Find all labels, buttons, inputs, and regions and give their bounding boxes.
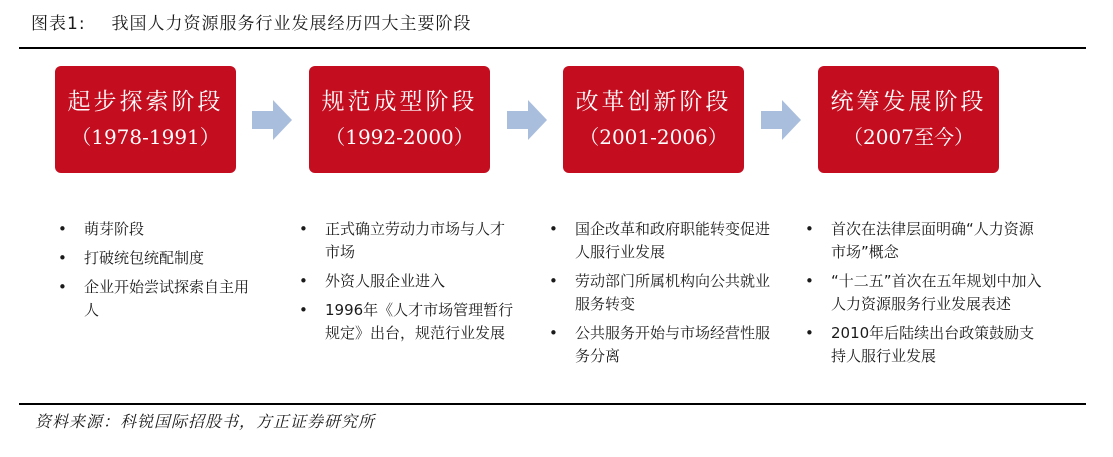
bullet-icon: • (549, 220, 558, 238)
list-item: • 国企改革和政府职能转变促进人服行业发展 (549, 220, 771, 261)
stage-name: 改革创新阶段 (575, 89, 732, 115)
list-item: • 2010年后陆续出台政策鼓励支持人服行业发展 (805, 324, 1035, 365)
bullet-icon: • (805, 324, 814, 342)
stage-1-points (58, 218, 263, 328)
stage-period: （1978-1991） (71, 125, 220, 149)
bottom-rule (19, 403, 1086, 405)
stage-period: （2007至今） (843, 125, 974, 149)
stage-4-points (805, 218, 1045, 374)
list-item: • 正式确立劳动力市场与人才市场 (299, 220, 506, 261)
bullet-icon: • (299, 301, 308, 319)
figure-title (31, 9, 472, 34)
list-item: • 企业开始尝试探索自主用人 (58, 278, 250, 319)
right-arrow-icon (507, 100, 547, 140)
source-note: 资料来源：科锐国际招股书，方正证券研究所 (35, 412, 376, 431)
figure-title-text: 我国人力资源服务行业发展经历四大主要阶段 (111, 14, 472, 34)
stage-name: 统筹发展阶段 (830, 89, 987, 115)
figure-label: 图表1: (31, 14, 86, 34)
bullet-icon: • (549, 272, 558, 290)
list-item: • 劳动部门所属机构向公共就业服务转变 (549, 272, 771, 313)
stage-name: 规范成型阶段 (321, 89, 478, 115)
stage-box-2 (309, 66, 490, 173)
list-item: • “十二五”首次在五年规划中加入人力资源服务行业发展表述 (805, 272, 1042, 313)
bullet-icon: • (58, 278, 67, 296)
stage-period: （2001-2006） (579, 125, 728, 149)
stage-box-3 (563, 66, 744, 173)
stage-period: （1992-2000） (325, 125, 474, 149)
stage-box-1 (55, 66, 236, 173)
bullet-icon: • (805, 220, 814, 238)
stage-3-points (549, 218, 779, 374)
list-item: • 1996年《人才市场管理暂行规定》出台，规范行业发展 (299, 301, 514, 342)
list-item: • 公共服务开始与市场经营性服务分离 (549, 324, 771, 365)
stage-name: 起步探索阶段 (67, 89, 224, 115)
list-item: • 首次在法律层面明确“人力资源市场”概念 (805, 220, 1034, 261)
stage-box-4 (818, 66, 999, 173)
list-item: • 萌芽阶段 (58, 218, 263, 241)
top-rule (19, 47, 1086, 49)
bullet-icon: • (299, 220, 308, 238)
list-item: • 打破统包统配制度 (58, 247, 263, 270)
bullet-icon: • (299, 272, 308, 290)
right-arrow-icon (761, 100, 801, 140)
stage-2-points (299, 218, 514, 351)
right-arrow-icon (252, 100, 292, 140)
bullet-icon: • (58, 249, 67, 267)
bullet-icon: • (805, 272, 814, 290)
list-item: • 外资人服企业进入 (299, 270, 514, 293)
bullet-icon: • (58, 220, 67, 238)
bullet-icon: • (549, 324, 558, 342)
